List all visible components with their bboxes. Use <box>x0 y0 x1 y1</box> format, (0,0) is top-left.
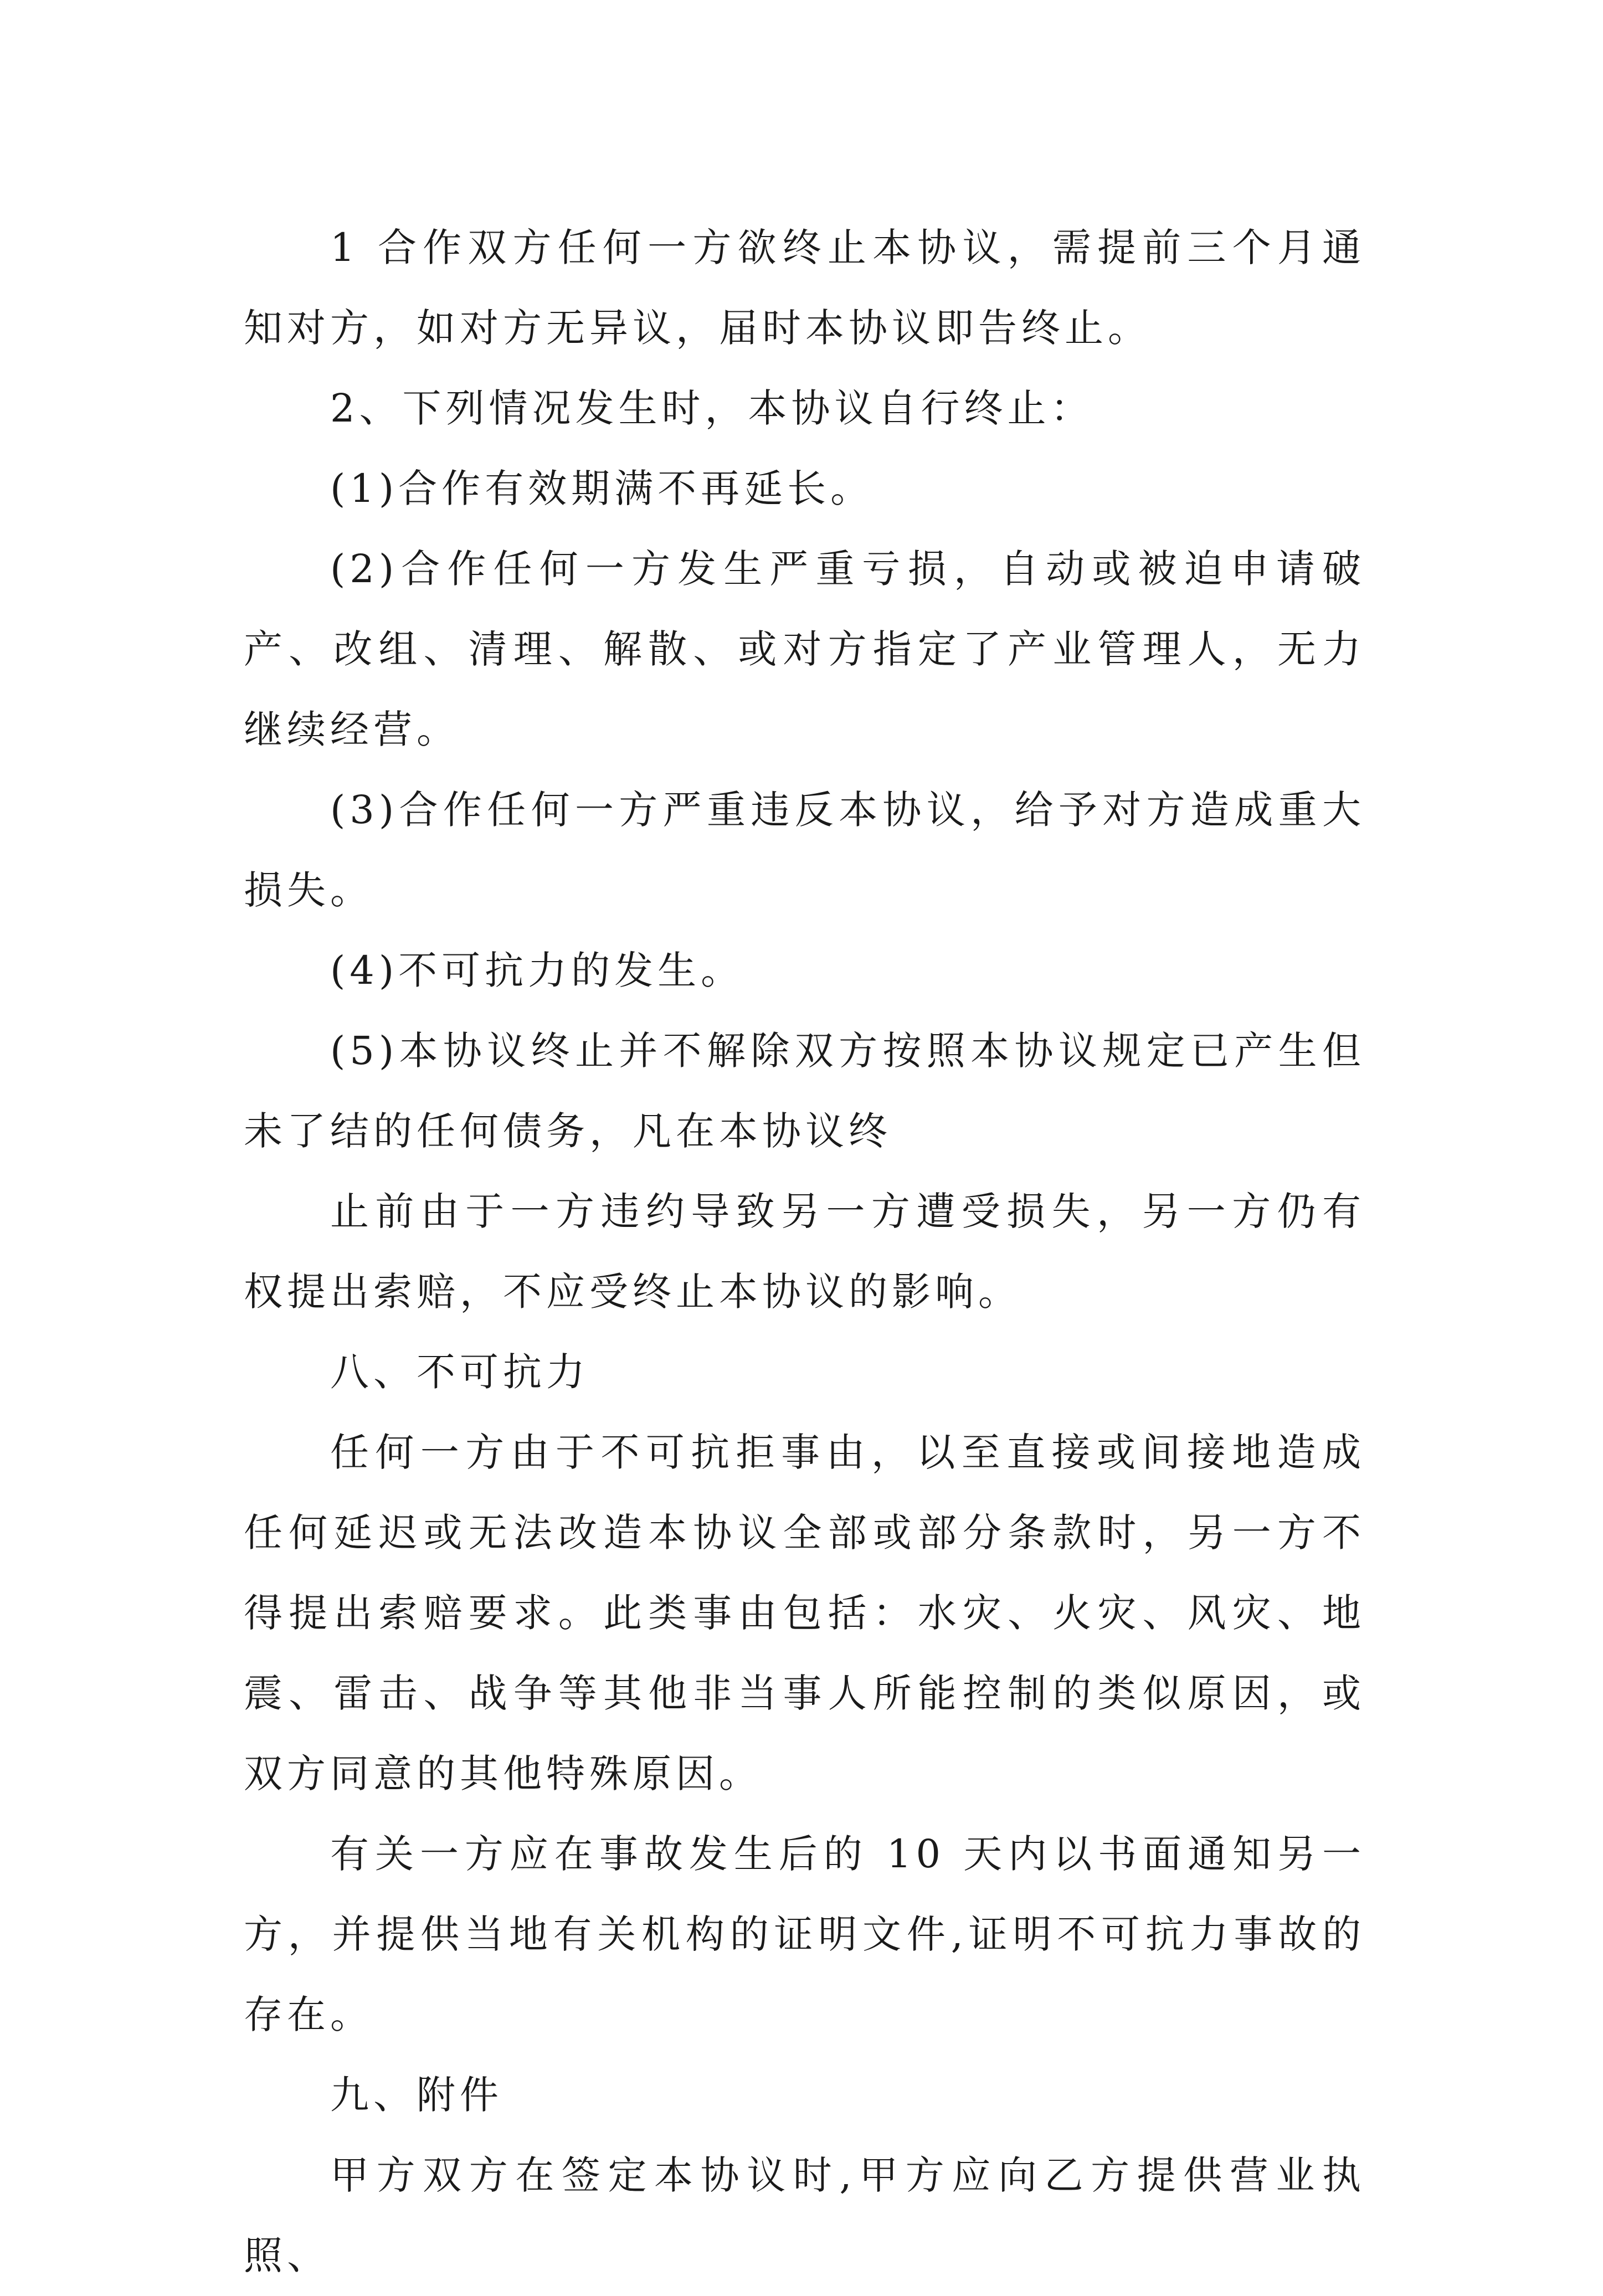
paragraph-termination-notice: 1 合作双方任何一方欲终止本协议，需提前三个月通知对方，如对方无异议，届时本协议即告终止。 <box>244 225 1365 351</box>
paragraph-condition-4: (4)不可抗力的发生。 <box>330 948 744 993</box>
paragraph-condition-2: (2)合作任何一方发生严重亏损，自动或被迫申请破产、改组、清理、解散、或对方指定了产业管理人，无力继续经营。 <box>244 546 1365 752</box>
section-heading-force-majeure: 八、不可抗力 <box>330 1349 589 1395</box>
paragraph-condition-5-continued: 止前由于一方违约导致另一方遭受损失，另一方仍有权提出索赔，不应受终止本协议的影响。 <box>244 1189 1365 1314</box>
paragraph-condition-1: (1)合作有效期满不再延长。 <box>330 466 874 511</box>
document-body <box>244 208 1365 2296</box>
paragraph-termination-conditions: 2、下列情况发生时，本协议自行终止： <box>330 386 1094 431</box>
paragraph-attachments: 甲方双方在签定本协议时,甲方应向乙方提供营业执照、 <box>244 2153 1365 2278</box>
paragraph-force-majeure: 任何一方由于不可抗拒事由，以至直接或间接地造成任何延迟或无法改造本协议全部或部分条款时，另一方不得提出索赔要求。此类事由包括：水灾、火灾、风灾、地震、雷击、战争等其他非当事人所能控制的类似原因，或双方同意的其他特殊原因。 <box>244 1430 1365 1796</box>
paragraph-condition-5: (5)本协议终止并不解除双方按照本协议规定已产生但未了结的任何债务，凡在本协议终 <box>244 1028 1365 1154</box>
paragraph-condition-3: (3)合作任何一方严重违反本协议，给予对方造成重大损失。 <box>244 787 1365 913</box>
paragraph-force-majeure-notice: 有关一方应在事故发生后的 10 天内以书面通知另一方，并提供当地有关机构的证明文件,证明不可抗力事故的存在。 <box>244 1831 1365 2037</box>
section-heading-attachments: 九、附件 <box>330 2072 503 2118</box>
